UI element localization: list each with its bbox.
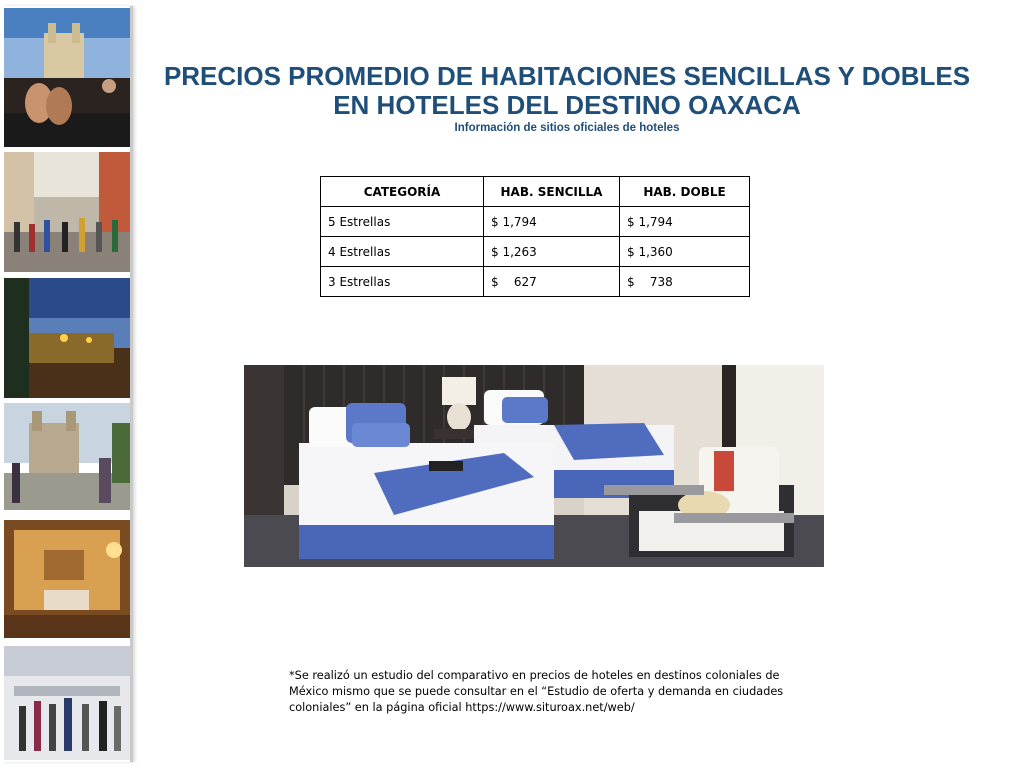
- table-row: [321, 267, 750, 297]
- cell-single-price: $ 627: [484, 267, 620, 297]
- page-subtitle: Información de sitios oficiales de hoteles: [454, 122, 680, 134]
- footnote: *Se realizó un estudio del comparativo en precios de hoteles en destinos coloniales de México mismo que se puede consultar en el “Estudio de oferta y demanda en ciudades coloniales” en la página oficial https://www.situroax.net/web/: [289, 669, 784, 714]
- page-title: PRECIOS PROMEDIO DE HABITACIONES SENCILLAS Y DOBLES EN HOTELES DEL DESTINO OAXACA: [163, 61, 971, 120]
- photo-strip: [2, 6, 133, 762]
- photo-santo-domingo: [4, 403, 130, 510]
- photo-airport-crowd: [4, 646, 130, 760]
- cell-double-price: $ 738: [620, 267, 750, 297]
- photo-street-crowd: [4, 152, 130, 272]
- cell-single-price: $ 1,794: [484, 207, 620, 237]
- cell-category: 5 Estrellas: [321, 207, 484, 237]
- photo-hotel-room-warm: [4, 520, 130, 638]
- price-table: [320, 176, 750, 297]
- column-header-single: HAB. SENCILLA: [484, 177, 620, 207]
- photo-cathedral-pool: [4, 8, 130, 147]
- column-header-double: HAB. DOBLE: [620, 177, 750, 207]
- table-header-row: [321, 177, 750, 207]
- table-row: [321, 237, 750, 267]
- table-row: [321, 207, 750, 237]
- column-header-category: CATEGORÍA: [321, 177, 484, 207]
- cell-single-price: $ 1,263: [484, 237, 620, 267]
- hotel-room-photo: [244, 365, 824, 567]
- cell-category: 3 Estrellas: [321, 267, 484, 297]
- cell-double-price: $ 1,360: [620, 237, 750, 267]
- cell-category: 4 Estrellas: [321, 237, 484, 267]
- cell-double-price: $ 1,794: [620, 207, 750, 237]
- photo-night-terrace: [4, 278, 130, 398]
